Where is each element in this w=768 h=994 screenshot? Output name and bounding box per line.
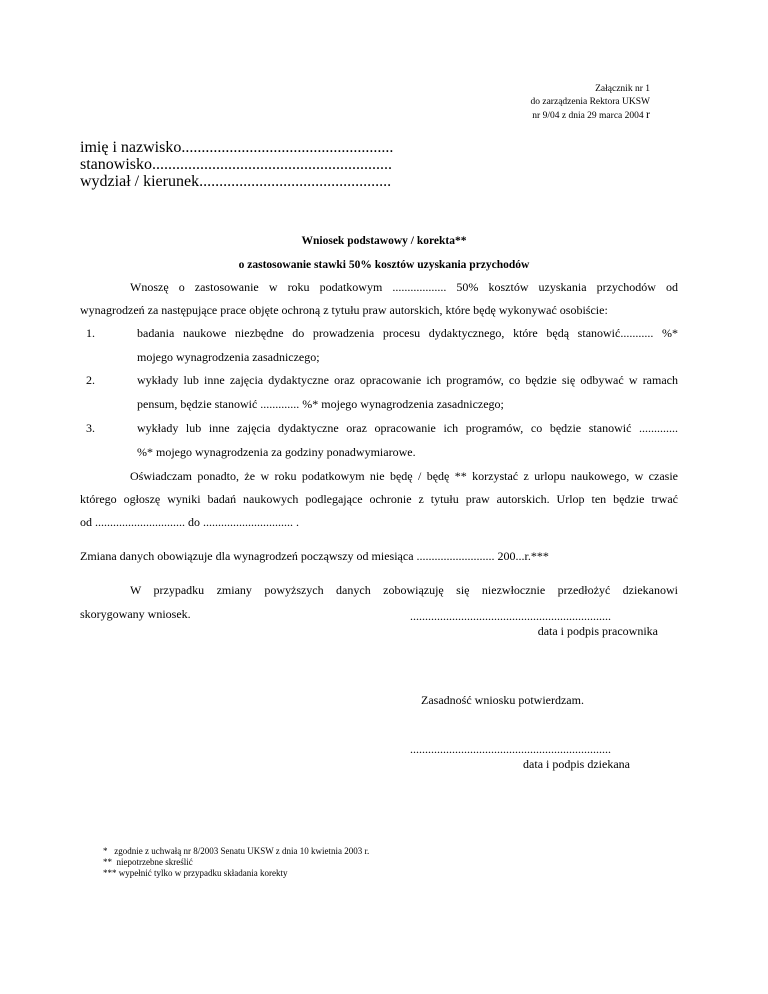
dean-signature-line: ................................................................... [410,742,611,756]
annex-line-3-suffix: r [646,107,650,121]
intro-line-1: Wnoszę o zastosowanie w roku podatkowym .................. 50% kosztów uzyskania przychodów od [130,280,678,294]
item-line-1: badania naukowe niezbędne do prowadzenia procesu dydaktycznego, które będą stanowić........... %* [137,326,678,340]
footnote-1: * zgodnie z uchwałą nr 8/2003 Senatu UKSW z dnia 10 kwietnia 2003 r. [103,846,370,856]
item-number: 2. [86,373,95,387]
footnote-3: *** wypełnić tylko w przypadku składania korekty [103,868,288,878]
dean-signature [380,742,630,772]
position-field: stanowisko............................................................ [80,156,392,173]
annex-line-1: Załącznik nr 1 [595,84,650,94]
employee-signature [380,609,658,639]
dean-signature-label: data i podpis dziekana [523,757,630,771]
annex-line-3-text: nr 9/04 z dnia 29 marca 2004 [532,111,644,121]
list-item [80,417,678,464]
name-field: imię i nazwisko..................................................... [80,139,394,156]
item-line-2: mojego wynagrodzenia zasadniczego; [137,350,320,364]
leave-line-2: którego ogłoszę wyniki badań naukowych podlegające ochronie z tytułu praw autorskich. Urlop ten będzie trwać [80,492,678,506]
employee-signature-line: ................................................................... [410,609,611,623]
document-subtitle: o zastosowanie stawki 50% kosztów uzyskania przychodów [238,259,530,271]
item-number: 3. [86,421,95,435]
list-item [80,322,678,369]
annex-line-3 [350,108,650,123]
confirmation-text: Zasadność wniosku potwierdzam. [421,693,584,707]
applicant-fields [80,139,393,190]
item-line-1: wykłady lub inne zajęcia dydaktyczne oraz opracowanie ich programów, co będzie stanowić ............. [137,421,678,435]
footnotes [103,846,369,879]
item-number: 1. [86,326,95,340]
leave-line-3: od .............................. do .............................. . [80,515,299,529]
item-line-2: %* mojego wynagrodzenia za godziny ponadwymiarowe. [137,445,416,459]
intro-line-2: wynagrodzeń za następujące prace objęte ochroną z tytułu praw autorskich, które będę wykonywać osobiście: [80,303,608,317]
item-line-1: wykłady lub inne zajęcia dydaktyczne oraz opracowanie ich programów, co będzie się odbywać w ramach [137,373,678,387]
change-statement: Zmiana danych obowiązuje dla wynagrodzeń począwszy od miesiąca .......................... 200...r.*** [80,549,549,563]
list-item [80,369,678,416]
leave-line-1: Oświadczam ponadto, że w roku podatkowym nie będę / będę ** korzystać z urlopu naukowego, w czasie [130,469,678,483]
employee-signature-label: data i podpis pracownika [537,624,658,638]
commit-line-2: skorygowany wniosek. [80,607,191,621]
item-line-2: pensum, będzie stanowić ............. %* mojego wynagrodzenia zasadniczego; [137,397,504,411]
footnote-2: ** niepotrzebne skreślić [103,857,193,867]
annex-line-2: do zarządzenia Rektora UKSW [530,96,650,107]
faculty-field: wydział / kierunek................................................ [80,173,392,190]
annex-header [350,83,650,123]
commit-line-1: W przypadku zmiany powyższych danych zobowiązuję się niezwłocznie przedłożyć dziekanowi [130,583,678,597]
document-title: Wniosek podstawowy / korekta** [301,235,467,247]
